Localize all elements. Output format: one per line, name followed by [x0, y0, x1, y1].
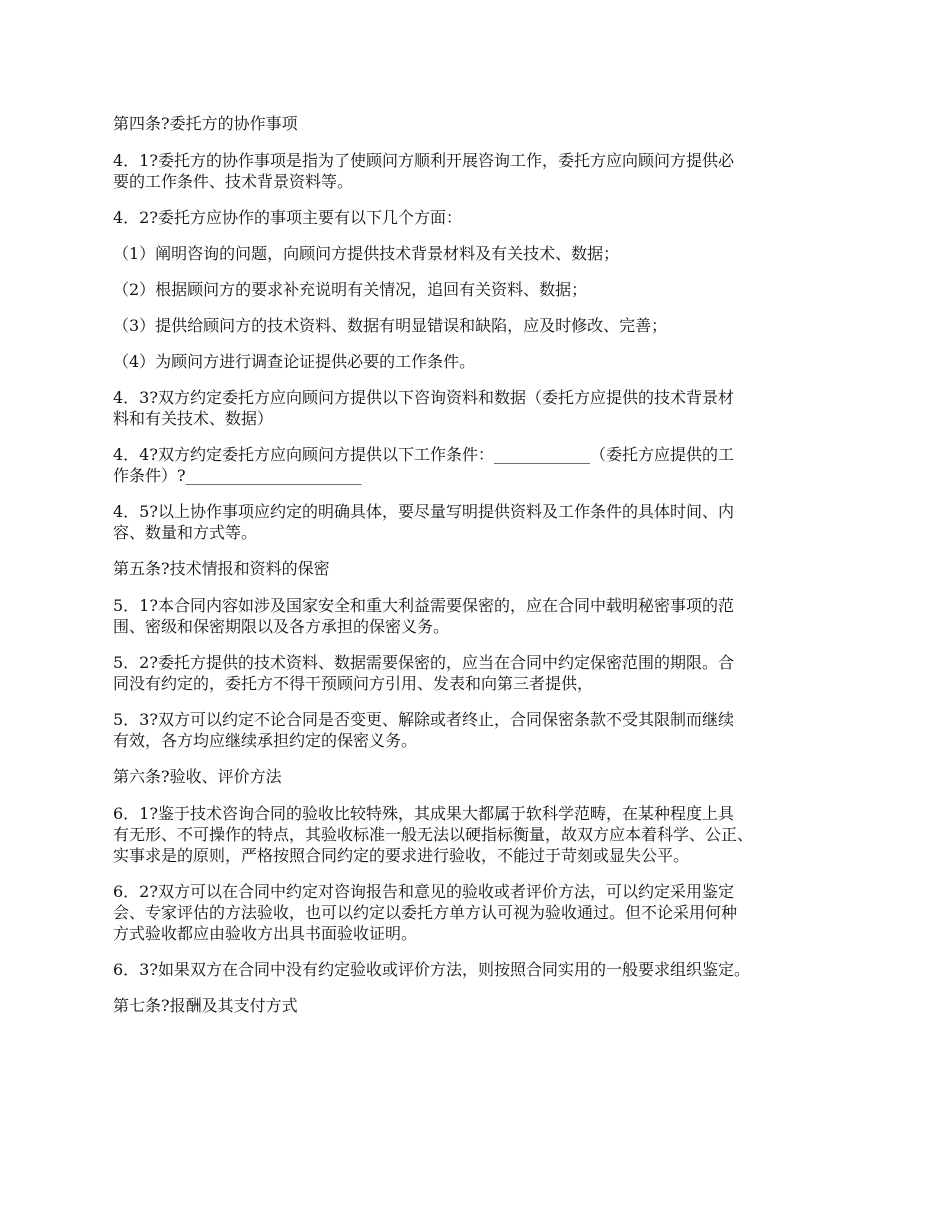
clause-paragraph: （4）为顾问方进行调查论证提供必要的工作条件。 [113, 352, 476, 371]
clause-paragraph: 6．2?双方可以在合同中约定对咨询报告和意见的验收或者评价方法，可以约定采用鉴定 会、专家评估的方法验收，也可以约定以委托方单方认可视为验收通过。但不论采用何种 方式验收都应由验收方出具书面验收证明。 [113, 882, 738, 943]
clause-paragraph: 4．3?双方约定委托方应向顾问方提供以下咨询资料和数据（委托方应提供的技术背景材 料和有关技术、数据） [113, 388, 734, 428]
clause-paragraph: 6．3?如果双方在合同中没有约定验收或评价方法，则按照合同实用的一般要求组织鉴定。 [113, 960, 750, 979]
clause-paragraph: 4．4?双方约定委托方应向顾问方提供以下工作条件：____________（委托方应提供的工 作条件）?______________________ [113, 445, 734, 485]
clause-paragraph: 5．3?双方可以约定不论合同是否变更、解除或者终止，合同保密条款不受其限制而继续 有效，各方均应继续承担约定的保密义务。 [113, 710, 734, 750]
clause-paragraph: （3）提供给顾问方的技术资料、数据有明显错误和缺陷，应及时修改、完善； [113, 316, 668, 335]
clause-paragraph: （1）阐明咨询的问题，向顾问方提供技术背景材料及有关技术、数据； [113, 244, 620, 263]
clause-paragraph: 4．5?以上协作事项应约定的明确具体，要尽量写明提供资料及工作条件的具体时间、内 容、数量和方式等。 [113, 502, 734, 542]
section-heading: 第六条?验收、评价方法 [113, 767, 282, 786]
section-heading: 第五条?技术情报和资料的保密 [113, 559, 330, 578]
clause-paragraph: 4．2?委托方应协作的事项主要有以下几个方面： [113, 208, 462, 227]
document-page [113, 113, 853, 1032]
clause-paragraph: 6．1?鉴于技术咨询合同的验收比较特殊，其成果大都属于软科学范畴，在某种程度上具 有无形、不可操作的特点，其验收标准一般无法以硬指标衡量，故双方应本着科学、公正、 实事求是的原则，严格按照合同约定的要求进行验收，不能过于苛刻或显失公平。 [113, 804, 754, 865]
section-heading: 第四条?委托方的协作事项 [113, 114, 298, 133]
clause-paragraph: （2）根据顾问方的要求补充说明有关情况，追回有关资料、数据； [113, 280, 588, 299]
clause-paragraph: 4．1?委托方的协作事项是指为了使顾问方顺利开展咨询工作，委托方应向顾问方提供必 要的工作条件、技术背景资料等。 [113, 151, 734, 191]
section-heading: 第七条?报酬及其支付方式 [113, 996, 298, 1015]
clause-paragraph: 5．2?委托方提供的技术资料、数据需要保密的，应当在合同中约定保密范围的期限。合 同没有约定的，委托方不得干预顾问方引用、发表和向第三者提供， [113, 653, 734, 693]
clause-paragraph: 5．1?本合同内容如涉及国家安全和重大利益需要保密的，应在合同中载明秘密事项的范 围、密级和保密期限以及各方承担的保密义务。 [113, 596, 734, 636]
